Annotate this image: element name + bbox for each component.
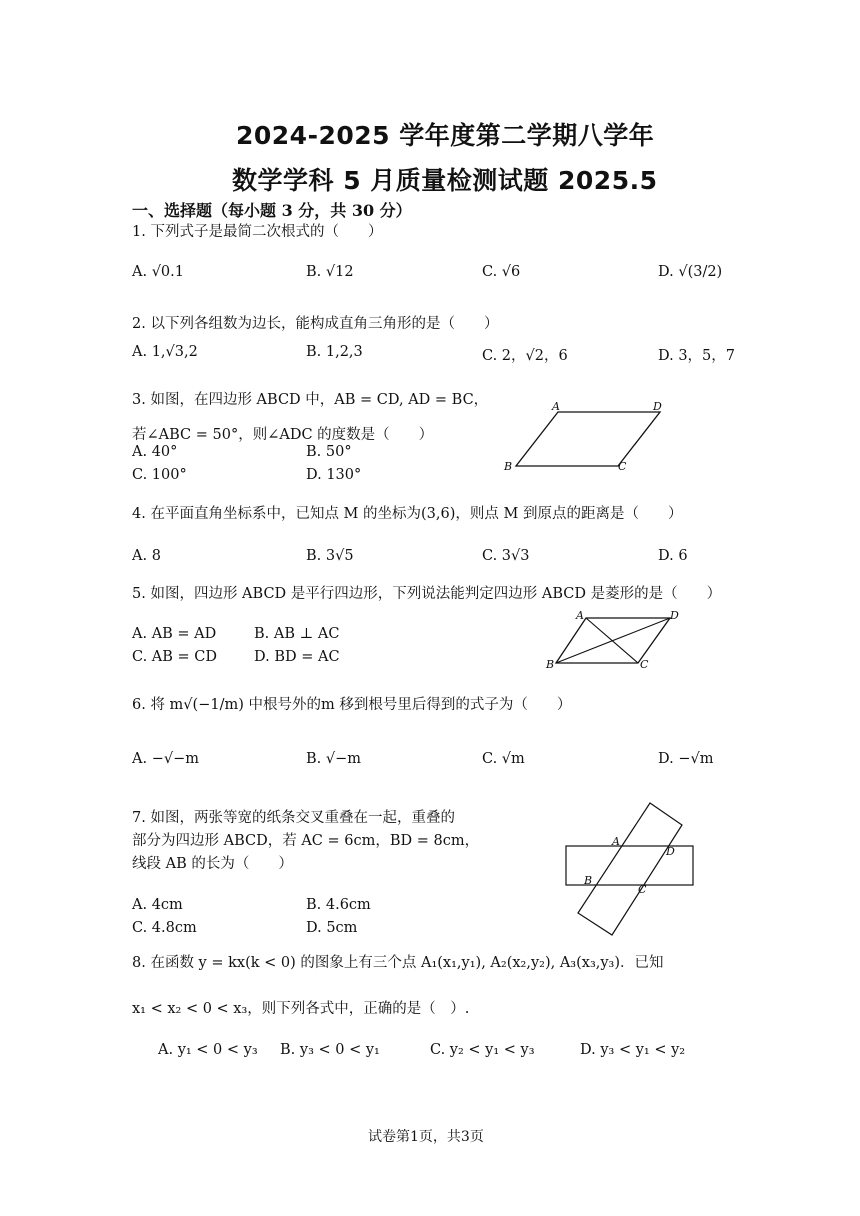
question-1-stem: 1. 下列式子是最简二次根式的（ ） [132,224,383,240]
figure-label-c: C [638,883,647,896]
question-3-option-d: D. 130° [306,467,362,483]
figure-label-d: D [653,400,662,413]
question-5-option-a: A. AB = AD [132,626,217,642]
page-footer: 试卷第1页，共3页 [368,1129,484,1145]
question-8-stem-line2: x₁ < x₂ < 0 < x₃，则下列各式中，正确的是（ ）. [132,1001,470,1017]
parallelogram-abcd [516,412,660,466]
figure-label-b: B [584,874,593,887]
question-7-option-b: B. 4.6cm [306,897,371,913]
figure-label-d: D [666,845,675,858]
question-8-option-d: D. y₃ < y₁ < y₂ [580,1042,686,1058]
question-6-option-d: D. −√m [658,751,714,767]
question-8-stem-line1: 8. 在函数 y = kx(k < 0) 的图象上有三个点 A₁(x₁,y₁), A₂(x₂,y₂), A₃(x₃,y₃)．已知 [132,955,664,971]
question-4-option-c: C. 3√3 [482,548,530,564]
question-7-stem-line2: 部分为四边形 ABCD，若 AC = 6cm，BD = 8cm， [132,833,480,849]
question-2-option-a: A. 1,√3,2 [132,344,198,360]
question-3-figure [500,398,675,476]
question-3-option-a: A. 40° [132,444,178,460]
paper-strip-diagonal [578,803,682,935]
page-title-line2: 数学学科 5 月质量检测试题 2025.5 [232,166,658,195]
figure-label-a: A [552,400,560,413]
question-7-option-d: D. 5cm [306,920,358,936]
question-5-stem: 5. 如图，四边形 ABCD 是平行四边形，下列说法能判定四边形 ABCD 是菱形的是（ ） [132,586,722,602]
question-4-option-a: A. 8 [132,548,161,564]
question-1-option-d: D. √(3/2) [658,264,723,280]
question-2-stem: 2. 以下列各组数为边长，能构成直角三角形的是（ ） [132,316,499,332]
figure-label-a: A [576,609,584,622]
question-1-option-a: A. √0.1 [132,264,184,280]
section-heading: 一、选择题（每小题 3 分，共 30 分） [132,201,412,220]
figure-label-d: D [670,609,679,622]
question-5-option-c: C. AB = CD [132,649,218,665]
question-8-option-a: A. y₁ < 0 < y₃ [158,1042,258,1058]
figure-label-b: B [546,658,555,671]
page-title-line1: 2024-2025 学年度第二学期八学年 [236,121,655,150]
question-8-option-c: C. y₂ < y₁ < y₃ [430,1042,535,1058]
question-7-stem-line3: 线段 AB 的长为（ ） [132,856,293,872]
question-2-option-d: D. 3，5，7 [658,348,736,364]
question-1-option-b: B. √12 [306,264,354,280]
question-5-option-b: B. AB ⊥ AC [254,626,340,642]
question-4-option-d: D. 6 [658,548,688,564]
question-7-stem-line1: 7. 如图，两张等宽的纸条交叉重叠在一起，重叠的 [132,810,455,826]
question-8-option-b: B. y₃ < 0 < y₁ [280,1042,380,1058]
question-7-option-a: A. 4cm [132,897,183,913]
question-3-stem-line1: 3. 如图，在四边形 ABCD 中，AB = CD, AD = BC， [132,392,489,408]
question-3-option-c: C. 100° [132,467,187,483]
question-4-stem: 4. 在平面直角坐标系中，已知点 M 的坐标为(3,6)，则点 M 到原点的距离是（ ） [132,506,683,522]
question-3-stem-line2: 若∠ABC = 50°，则∠ADC 的度数是（ ） [132,427,434,443]
figure-label-c: C [618,460,627,473]
question-5-option-d: D. BD = AC [254,649,340,665]
diagonal-bd [556,618,670,663]
figure-label-a: A [612,835,620,848]
question-3-option-b: B. 50° [306,444,352,460]
question-7-option-c: C. 4.8cm [132,920,197,936]
question-5-figure [540,608,685,672]
question-6-option-c: C. √m [482,751,525,767]
question-6-option-b: B. √−m [306,751,362,767]
question-4-option-b: B. 3√5 [306,548,354,564]
figure-label-b: B [504,460,513,473]
question-6-stem: 6. 将 m√(−1/m) 中根号外的m 移到根号里后得到的式子为（ ） [132,697,572,713]
question-2-option-c: C. 2，√2，6 [482,348,568,364]
question-2-option-b: B. 1,2,3 [306,344,363,360]
figure-label-c: C [640,658,649,671]
question-7-figure [560,795,700,940]
question-1-option-c: C. √6 [482,264,521,280]
question-6-option-a: A. −√−m [132,751,199,767]
